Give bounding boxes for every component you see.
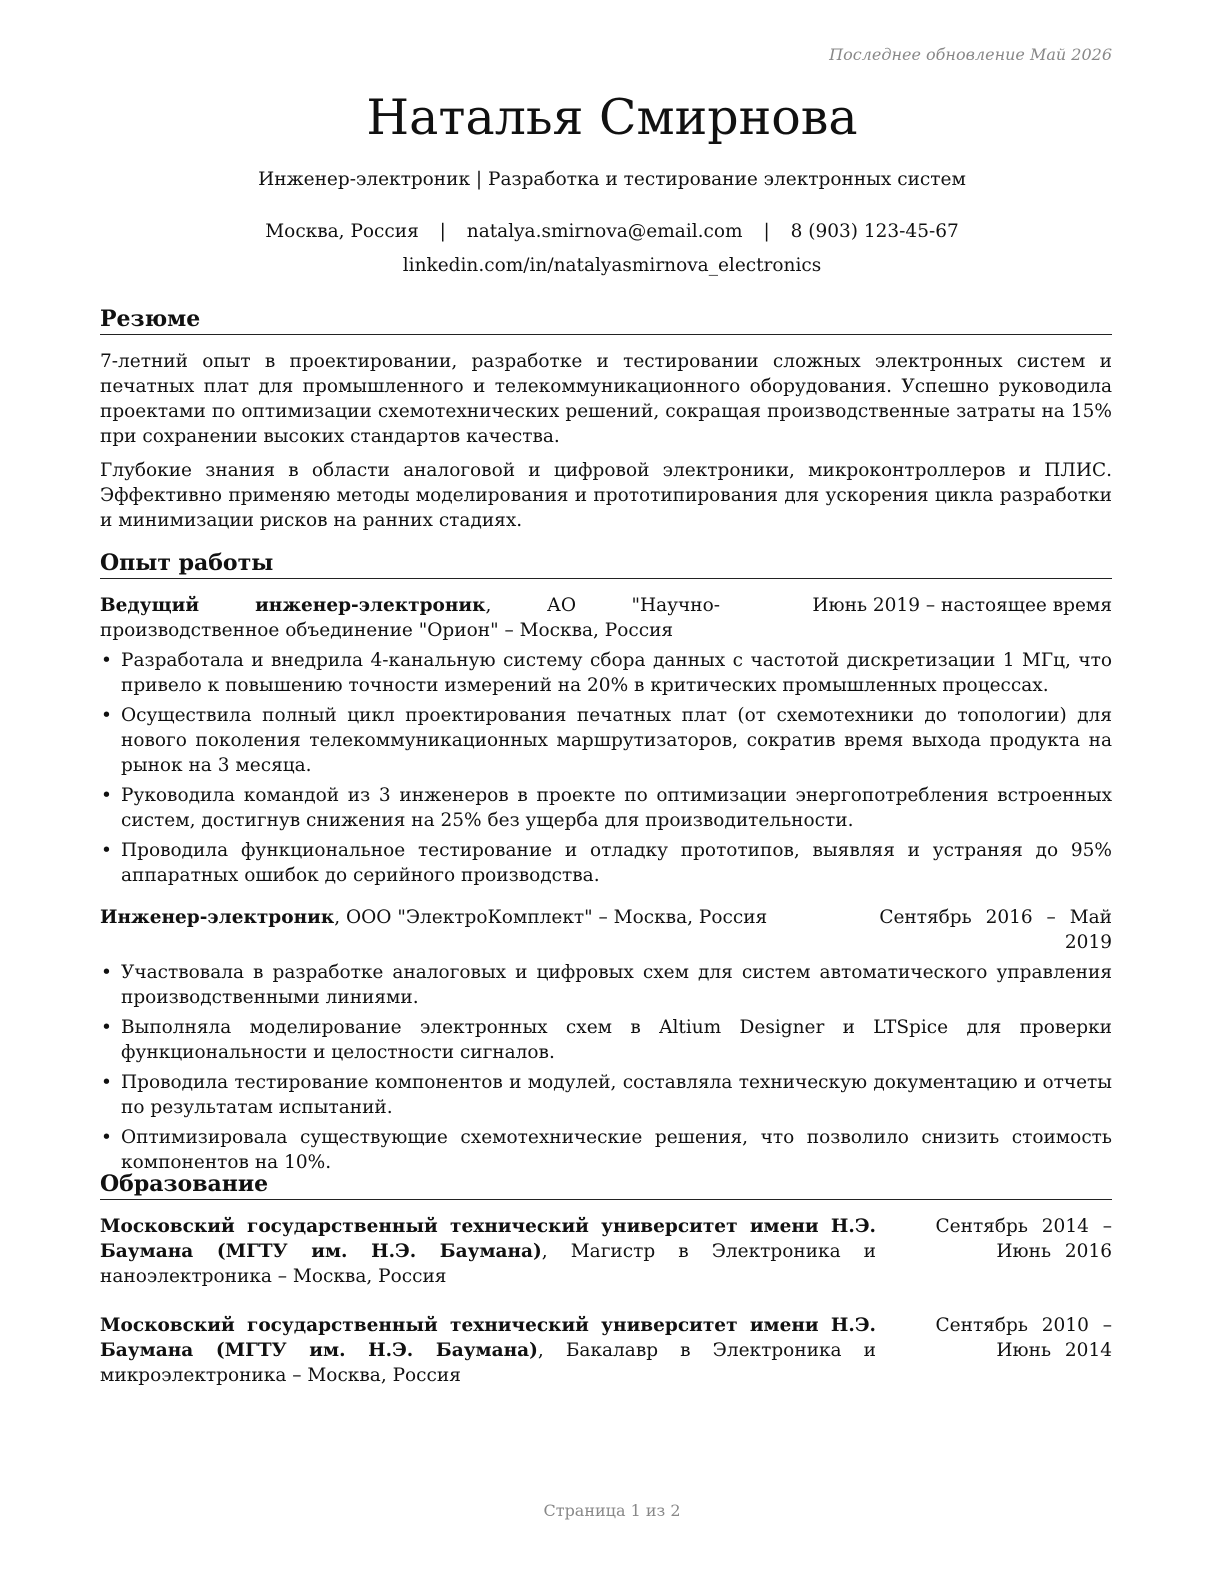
education-entry (100, 1214, 1112, 1289)
summary-paragraph: 7-летний опыт в проектировании, разработке и тестировании сложных электронных систем и печатных плат для промышленного и телекоммуникационного оборудования. Успешно руководила проектами по оптимизации схемотехнических решений, сокращая производственные затраты на 15% при сохранении высоких стандартов качества. (100, 351, 1112, 447)
list-item: • Оптимизировала существующие схемотехнические решения, что позволило снизить стоимость компонентов на 10%. (100, 1125, 1112, 1175)
list-item: • Руководила командой из 3 инженеров в проекте по оптимизации энергопотребления встроенных систем, достигнув снижения на 25% без ущерба для производительности. (100, 783, 1112, 833)
job-entry (100, 905, 1112, 1175)
last-updated: Последнее обновление Май 2026 (829, 45, 1112, 64)
list-item: • Выполняла моделирование электронных схем в Altium Designer и LTSpice для проверки функциональности и целостности сигналов. (100, 1015, 1112, 1065)
job-role: Ведущий инженер-электроник (100, 595, 486, 616)
education-section (100, 1170, 1112, 1388)
summary-section (100, 305, 1112, 533)
contact-separator: | (763, 221, 770, 242)
job-bullets (100, 960, 1112, 1175)
job-title-line (100, 593, 720, 643)
contact-phone: 8 (903) 123-45-67 (790, 221, 959, 242)
job-header (100, 593, 1112, 643)
section-title-summary: Резюме (100, 305, 1112, 335)
candidate-name: Наталья Смирнова (366, 89, 858, 146)
experience-section (100, 549, 1112, 1180)
education-institution: Московский государственный технический университет имени Н.Э. Баумана (МГТУ им. Н.Э. Баумана) (100, 1315, 876, 1361)
education-dates: Сентябрь 2014 – Июнь 2016 (935, 1216, 1112, 1262)
section-title-experience: Опыт работы (100, 549, 1112, 579)
contact-line (0, 219, 1224, 244)
education-details: , Магистр в Электроника и наноэлектроника – Москва, Россия (100, 1241, 876, 1287)
job-dates: Июнь 2019 – настоящее время (812, 595, 1112, 616)
job-header (100, 905, 1112, 955)
list-item: • Проводила тестирование компонентов и модулей, составляла техническую документацию и отчеты по результатам испытаний. (100, 1070, 1112, 1120)
contact-location: Москва, Россия (265, 221, 419, 242)
job-bullets (100, 648, 1112, 888)
candidate-subtitle: Инженер-электроник | Разработка и тестирование электронных систем (258, 169, 966, 190)
job-title-line (100, 905, 860, 930)
contact-linkedin[interactable]: linkedin.com/in/natalyasmirnova_electronics (402, 255, 822, 276)
list-item: • Разработала и внедрила 4-канальную систему сбора данных с частотой дискретизации 1 МГц, что привело к повышению точности измерений на 20% в критических промышленных процессах. (100, 648, 1112, 698)
page-number: Страница 1 из 2 (543, 1501, 681, 1520)
education-dates: Сентябрь 2010 – Июнь 2014 (935, 1315, 1112, 1361)
job-entry (100, 593, 1112, 888)
job-company: , ООО "ЭлектроКомплект" – Москва, Россия (334, 907, 768, 928)
education-entry (100, 1313, 1112, 1388)
job-dates: Сентябрь 2016 – Май 2019 (879, 907, 1112, 953)
summary-paragraph: Глубокие знания в области аналоговой и цифровой электроники, микроконтроллеров и ПЛИС. Эффективно применяю методы моделирования и прототипирования для ускорения цикла разработки и минимизации рисков на ранних стадиях. (100, 460, 1112, 531)
education-institution: Московский государственный технический университет имени Н.Э. Баумана (МГТУ им. Н.Э. Баумана) (100, 1216, 876, 1262)
section-title-education: Образование (100, 1170, 1112, 1200)
list-item: • Участвовала в разработке аналоговых и цифровых схем для систем автоматического управления производственными линиями. (100, 960, 1112, 1010)
job-role: Инженер-электроник (100, 907, 335, 928)
education-title-line (100, 1214, 876, 1289)
contact-email[interactable]: natalya.smirnova@email.com (466, 221, 743, 242)
list-item: • Осуществила полный цикл проектирования печатных плат (от схемотехники до топологии) для нового поколения телекоммуникационных маршрутизаторов, сократив время выхода продукта на рынок на 3 месяца. (100, 703, 1112, 778)
education-title-line (100, 1313, 876, 1388)
education-details: , Бакалавр в Электроника и микроэлектроника – Москва, Россия (100, 1340, 876, 1386)
contact-separator: | (439, 221, 446, 242)
list-item: • Проводила функциональное тестирование и отладку прототипов, выявляя и устраняя до 95% аппаратных ошибок до серийного производства. (100, 838, 1112, 888)
job-company: , АО "Научно-производственное объединение "Орион" – Москва, Россия (100, 595, 721, 641)
